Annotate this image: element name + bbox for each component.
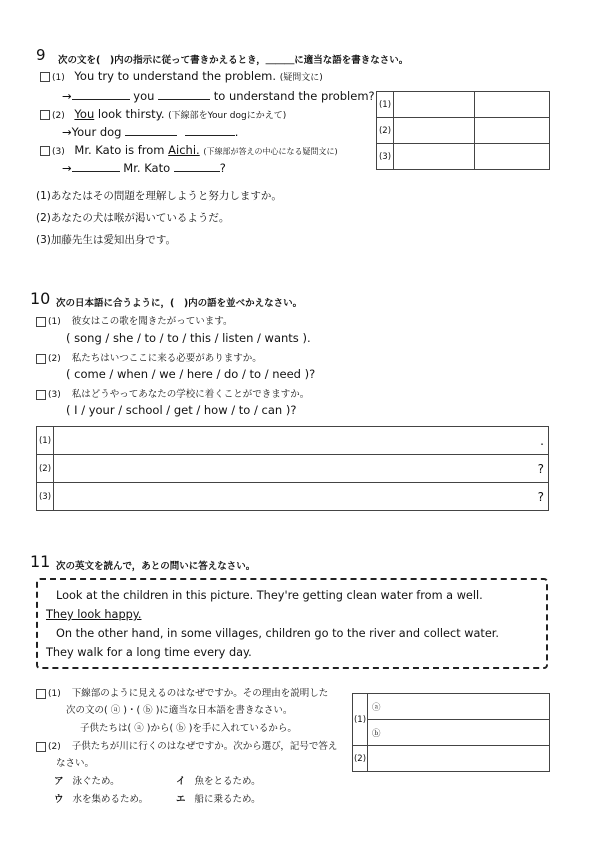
passage-line: They walk for a long time every day. (46, 646, 252, 659)
answer-label: (3) (37, 483, 54, 511)
underlined-word: You (74, 107, 95, 121)
answer-cell[interactable]: . (54, 427, 549, 455)
answer-cell[interactable] (394, 118, 475, 144)
item-label: (1) (48, 689, 61, 699)
answer-cell[interactable] (394, 92, 475, 118)
q9-item1-line2 (62, 89, 375, 103)
answer-cell[interactable]: ? (54, 455, 549, 483)
q10-answer-table (36, 426, 549, 511)
instruction-note: (下線部をYour dogにかえて) (168, 111, 287, 121)
q9-translation-2: (2)あなたの犬は喉が渇いているようだ。 (36, 212, 230, 224)
underlined-sentence: They look happy. (46, 608, 142, 621)
choice-mark: エ (176, 794, 186, 805)
answer-cell[interactable] (368, 746, 550, 772)
answer-label: (2) (377, 118, 394, 144)
sentence: look thirsty. (97, 107, 165, 121)
answer-cell-b[interactable]: ⓑ (368, 720, 550, 746)
word: ? (219, 161, 226, 175)
reading-passage (36, 578, 548, 669)
q9-translation-1: (1)あなたはその問題を理解しようと努力しますか。 (36, 190, 282, 202)
checkbox-icon[interactable] (40, 110, 50, 120)
q10-item2-jp (36, 350, 262, 364)
passage-line: On the other hand, in some villages, children go to the river and collect water. (56, 627, 499, 640)
q11-q1-line3: 子供たちは( ⓐ )から( ⓑ )を手に入れているから。 (80, 723, 297, 734)
answer-label: (2) (37, 455, 54, 483)
choice-text: 船に乗るため。 (194, 794, 261, 805)
choice-a (54, 773, 120, 787)
q11-q2-line2: なさい。 (56, 758, 95, 769)
choice-text: 魚をとるため。 (194, 776, 261, 787)
answer-cell[interactable] (475, 92, 550, 118)
passage-line: Look at the children in this picture. They're getting clean water from a well. (56, 589, 483, 602)
q11-answer-table (352, 693, 550, 772)
sentence: Mr. Kato is from (74, 143, 165, 157)
q9-item1-line1 (40, 69, 323, 83)
item-label: (3) (48, 390, 61, 400)
japanese-sentence: 私はどうやってあなたの学校に着くことができますか。 (71, 389, 310, 400)
arrow: → (62, 161, 72, 175)
answer-blank (72, 90, 130, 100)
q9-number: 9 (36, 46, 46, 64)
answer-blank (125, 126, 177, 136)
checkbox-icon[interactable] (36, 317, 46, 327)
q9-answer-table (376, 91, 550, 170)
choice-text: 泳ぐため。 (72, 776, 120, 787)
checkbox-icon[interactable] (36, 354, 46, 364)
checkbox-icon[interactable] (36, 390, 46, 400)
choice-u (54, 791, 148, 805)
question-text: 下線部のように見えるのはなぜですか。その理由を説明した (71, 688, 329, 699)
sentence: You try to understand the problem. (74, 69, 277, 83)
answer-cell[interactable]: ? (54, 483, 549, 511)
choice-mark: ウ (54, 794, 64, 805)
q11-instruction: 次の英文を読んで，あとの問いに答えなさい。 (56, 561, 256, 572)
checkbox-icon[interactable] (40, 72, 50, 82)
choice-mark: イ (176, 776, 186, 787)
q10-item1-jp (36, 313, 233, 327)
q11-number: 11 (30, 552, 51, 571)
item-label: (1) (52, 73, 65, 83)
choice-text: 水を集めるため。 (72, 794, 149, 805)
q9-instruction: 次の文を( )内の指示に従って書きかえるとき，＿＿＿に適当な語を書きなさい。 (58, 55, 409, 66)
answer-blank (174, 162, 220, 172)
answer-cell[interactable] (475, 144, 550, 170)
q11-q1-line1 (36, 685, 328, 699)
choice-mark: ア (54, 776, 64, 787)
answer-blank (72, 162, 120, 172)
answer-label: (1) (377, 92, 394, 118)
checkbox-icon[interactable] (40, 146, 50, 156)
word: . (234, 125, 239, 139)
japanese-sentence: 彼女はこの歌を聞きたがっています。 (71, 316, 233, 327)
q10-number: 10 (30, 289, 51, 308)
checkbox-icon[interactable] (36, 742, 46, 752)
q9-item3-line1 (40, 143, 338, 157)
q10-instruction: 次の日本語に合うように，( )内の語を並べかえなさい。 (56, 298, 303, 309)
item-label: (2) (48, 742, 61, 752)
answer-label: (1) (353, 694, 368, 746)
q9-item2-line2 (62, 125, 238, 139)
q9-translation-3: (3)加藤先生は愛知出身です。 (36, 234, 177, 246)
instruction-note: (疑問文に) (279, 73, 323, 83)
q10-item3-words: ( I / your / school / get / how / to / can )? (66, 403, 297, 417)
q10-item2-words: ( come / when / we / here / do / to / need )? (66, 367, 316, 381)
instruction-note: (下線部が答えの中心になる疑問文に) (203, 147, 338, 156)
answer-cell[interactable] (394, 144, 475, 170)
choice-i (176, 773, 261, 787)
q10-item3-jp (36, 386, 309, 400)
q11-q1-line2: 次の文の( ⓐ )・( ⓑ )に適当な日本語を書きなさい。 (66, 705, 293, 716)
arrow: →Your dog (62, 125, 122, 139)
question-text: 子供たちが川に行くのはなぜですか。次から選び，記号で答え (71, 741, 338, 752)
q11-q2-line1 (36, 738, 337, 752)
arrow: → (62, 89, 72, 103)
answer-cell[interactable] (475, 118, 550, 144)
japanese-sentence: 私たちはいつここに来る必要がありますか。 (71, 353, 262, 364)
answer-label: (3) (377, 144, 394, 170)
choice-e (176, 791, 261, 805)
word: you (133, 89, 155, 103)
q10-item1-words: ( song / she / to / to / this / listen / wants ). (66, 331, 311, 345)
answer-label: (2) (353, 746, 368, 772)
underlined-word: Aichi. (168, 143, 200, 157)
answer-blank (158, 90, 210, 100)
answer-label: (1) (37, 427, 54, 455)
word: to understand the problem? (213, 89, 375, 103)
checkbox-icon[interactable] (36, 689, 46, 699)
q9-item2-line1 (40, 107, 286, 121)
item-label: (3) (52, 147, 65, 157)
word: Mr. Kato (123, 161, 171, 175)
item-label: (2) (52, 111, 65, 121)
item-label: (1) (48, 317, 61, 327)
q9-item3-line2 (62, 161, 226, 175)
answer-blank (185, 126, 235, 136)
item-label: (2) (48, 354, 61, 364)
answer-cell-a[interactable]: ⓐ (368, 694, 550, 720)
